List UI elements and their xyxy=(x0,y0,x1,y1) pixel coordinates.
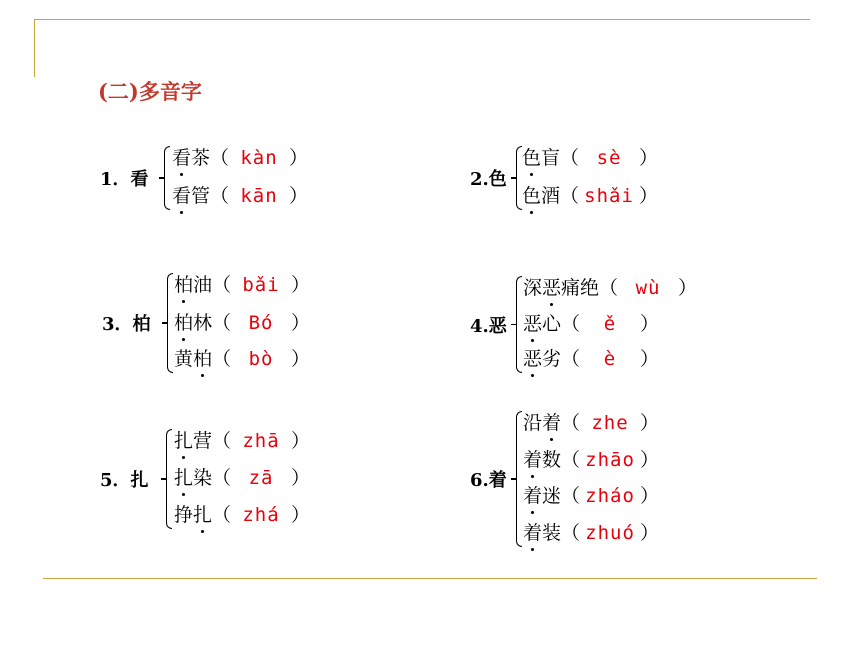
entry-word: 沿着 xyxy=(523,410,561,436)
pinyin-answer: zháo xyxy=(585,485,635,507)
pinyin-answer: è xyxy=(603,348,617,370)
polyphone-entry xyxy=(523,520,659,546)
close-paren: ） xyxy=(640,348,660,370)
entry-word: 扎营 xyxy=(174,428,212,454)
entry-word: 黄柏 xyxy=(174,346,212,372)
open-paren: （ xyxy=(212,274,232,296)
pinyin-answer: zhuó xyxy=(585,522,635,544)
entry-word: 挣扎 xyxy=(174,502,212,528)
polyphone-entry xyxy=(172,145,308,171)
emphasis-dot xyxy=(180,211,183,214)
close-paren: ） xyxy=(291,274,311,296)
group-brace xyxy=(167,273,173,373)
pinyin-answer: ě xyxy=(603,313,617,335)
pinyin-answer: Bó xyxy=(248,312,274,334)
emphasis-dot xyxy=(550,438,553,441)
open-paren: （ xyxy=(212,348,232,370)
entry-word: 色酒 xyxy=(522,183,560,209)
section-title: (二)多音字 xyxy=(98,79,202,104)
open-paren: （ xyxy=(561,485,581,507)
close-paren: ） xyxy=(291,312,311,334)
emphasis-dot xyxy=(182,493,185,496)
pinyin-answer: bò xyxy=(248,348,274,370)
polyphone-entry xyxy=(523,311,659,337)
open-paren: （ xyxy=(212,430,232,452)
group-label: 4.恶 xyxy=(470,315,507,337)
emphasis-dot xyxy=(530,211,533,214)
emphasis-dot xyxy=(531,339,534,342)
group-brace xyxy=(164,146,170,210)
emphasis-dot xyxy=(531,548,534,551)
group-label: 5．扎 xyxy=(100,470,149,491)
emphasis-dot xyxy=(180,173,183,176)
group-label: 1．看 xyxy=(100,169,149,190)
entry-word: 着装 xyxy=(523,520,561,546)
open-paren: （ xyxy=(561,522,581,544)
pinyin-answer: shǎi xyxy=(584,185,634,207)
emphasis-dot xyxy=(550,303,553,306)
open-paren: （ xyxy=(561,449,581,471)
polyphone-entry xyxy=(174,310,310,336)
open-paren: （ xyxy=(561,313,581,335)
close-paren: ） xyxy=(640,522,660,544)
pinyin-answer: kàn xyxy=(240,147,278,169)
polyphone-entry xyxy=(523,410,659,436)
group-brace xyxy=(166,429,172,529)
polyphone-entry xyxy=(522,183,658,209)
open-paren: （ xyxy=(210,147,230,169)
open-paren: （ xyxy=(212,467,232,489)
entry-word: 着数 xyxy=(523,447,561,473)
polyphone-entry xyxy=(522,145,658,171)
open-paren: （ xyxy=(210,185,230,207)
frame-left-rule xyxy=(34,19,35,77)
entry-word: 深恶痛绝 xyxy=(523,275,599,301)
emphasis-dot xyxy=(531,475,534,478)
emphasis-dot xyxy=(201,374,204,377)
open-paren: （ xyxy=(599,277,619,299)
entry-word: 恶心 xyxy=(523,311,561,337)
open-paren: （ xyxy=(561,348,581,370)
pinyin-answer: bǎi xyxy=(242,274,280,296)
group-brace-tip xyxy=(159,177,164,179)
polyphone-entry xyxy=(172,183,308,209)
pinyin-answer: zhā xyxy=(242,430,280,452)
close-paren: ） xyxy=(289,147,309,169)
frame-bottom-rule xyxy=(43,578,817,579)
emphasis-dot xyxy=(182,338,185,341)
polyphone-entry xyxy=(523,447,659,473)
group-brace xyxy=(516,276,522,373)
polyphone-entry xyxy=(174,502,310,528)
polyphone-entry xyxy=(174,428,310,454)
open-paren: （ xyxy=(561,412,581,434)
pinyin-answer: sè xyxy=(596,147,622,169)
emphasis-dot xyxy=(201,530,204,533)
frame-top-rule xyxy=(34,19,810,20)
close-paren: ） xyxy=(291,504,311,526)
close-paren: ） xyxy=(640,485,660,507)
close-paren: ） xyxy=(640,412,660,434)
open-paren: （ xyxy=(560,147,580,169)
close-paren: ） xyxy=(291,430,311,452)
group-label: 6.着 xyxy=(470,470,507,491)
pinyin-answer: zhāo xyxy=(585,449,635,471)
entry-word: 看管 xyxy=(172,183,210,209)
close-paren: ） xyxy=(640,449,660,471)
pinyin-answer: zā xyxy=(248,467,274,489)
close-paren: ） xyxy=(678,277,698,299)
emphasis-dot xyxy=(530,173,533,176)
polyphone-entry xyxy=(523,346,659,372)
emphasis-dot xyxy=(182,456,185,459)
close-paren: ） xyxy=(291,348,311,370)
group-label: 3．柏 xyxy=(102,314,151,335)
entry-word: 恶劣 xyxy=(523,346,561,372)
entry-word: 柏林 xyxy=(174,310,212,336)
entry-word: 着迷 xyxy=(523,483,561,509)
close-paren: ） xyxy=(639,147,659,169)
group-label: 2.色 xyxy=(470,169,507,190)
polyphone-entry xyxy=(523,275,697,301)
open-paren: （ xyxy=(212,504,232,526)
polyphone-entry xyxy=(174,272,310,298)
close-paren: ） xyxy=(639,185,659,207)
emphasis-dot xyxy=(531,511,534,514)
emphasis-dot xyxy=(182,300,185,303)
polyphone-entry xyxy=(174,465,310,491)
polyphone-entry xyxy=(523,483,659,509)
group-brace-tip xyxy=(162,322,167,324)
pinyin-answer: kān xyxy=(240,185,278,207)
polyphone-entry xyxy=(174,346,310,372)
group-brace-tip xyxy=(511,177,516,179)
open-paren: （ xyxy=(560,185,580,207)
entry-word: 看茶 xyxy=(172,145,210,171)
close-paren: ） xyxy=(289,185,309,207)
group-brace-tip xyxy=(511,478,516,480)
pinyin-answer: wù xyxy=(635,277,661,299)
close-paren: ） xyxy=(640,313,660,335)
entry-word: 色盲 xyxy=(522,145,560,171)
entry-word: 扎染 xyxy=(174,465,212,491)
entry-word: 柏油 xyxy=(174,272,212,298)
close-paren: ） xyxy=(291,467,311,489)
emphasis-dot xyxy=(531,374,534,377)
pinyin-answer: zhe xyxy=(591,412,629,434)
group-brace-tip xyxy=(161,478,166,480)
group-brace xyxy=(516,411,522,547)
pinyin-answer: zhá xyxy=(242,504,280,526)
open-paren: （ xyxy=(212,312,232,334)
group-brace-tip xyxy=(511,324,516,326)
